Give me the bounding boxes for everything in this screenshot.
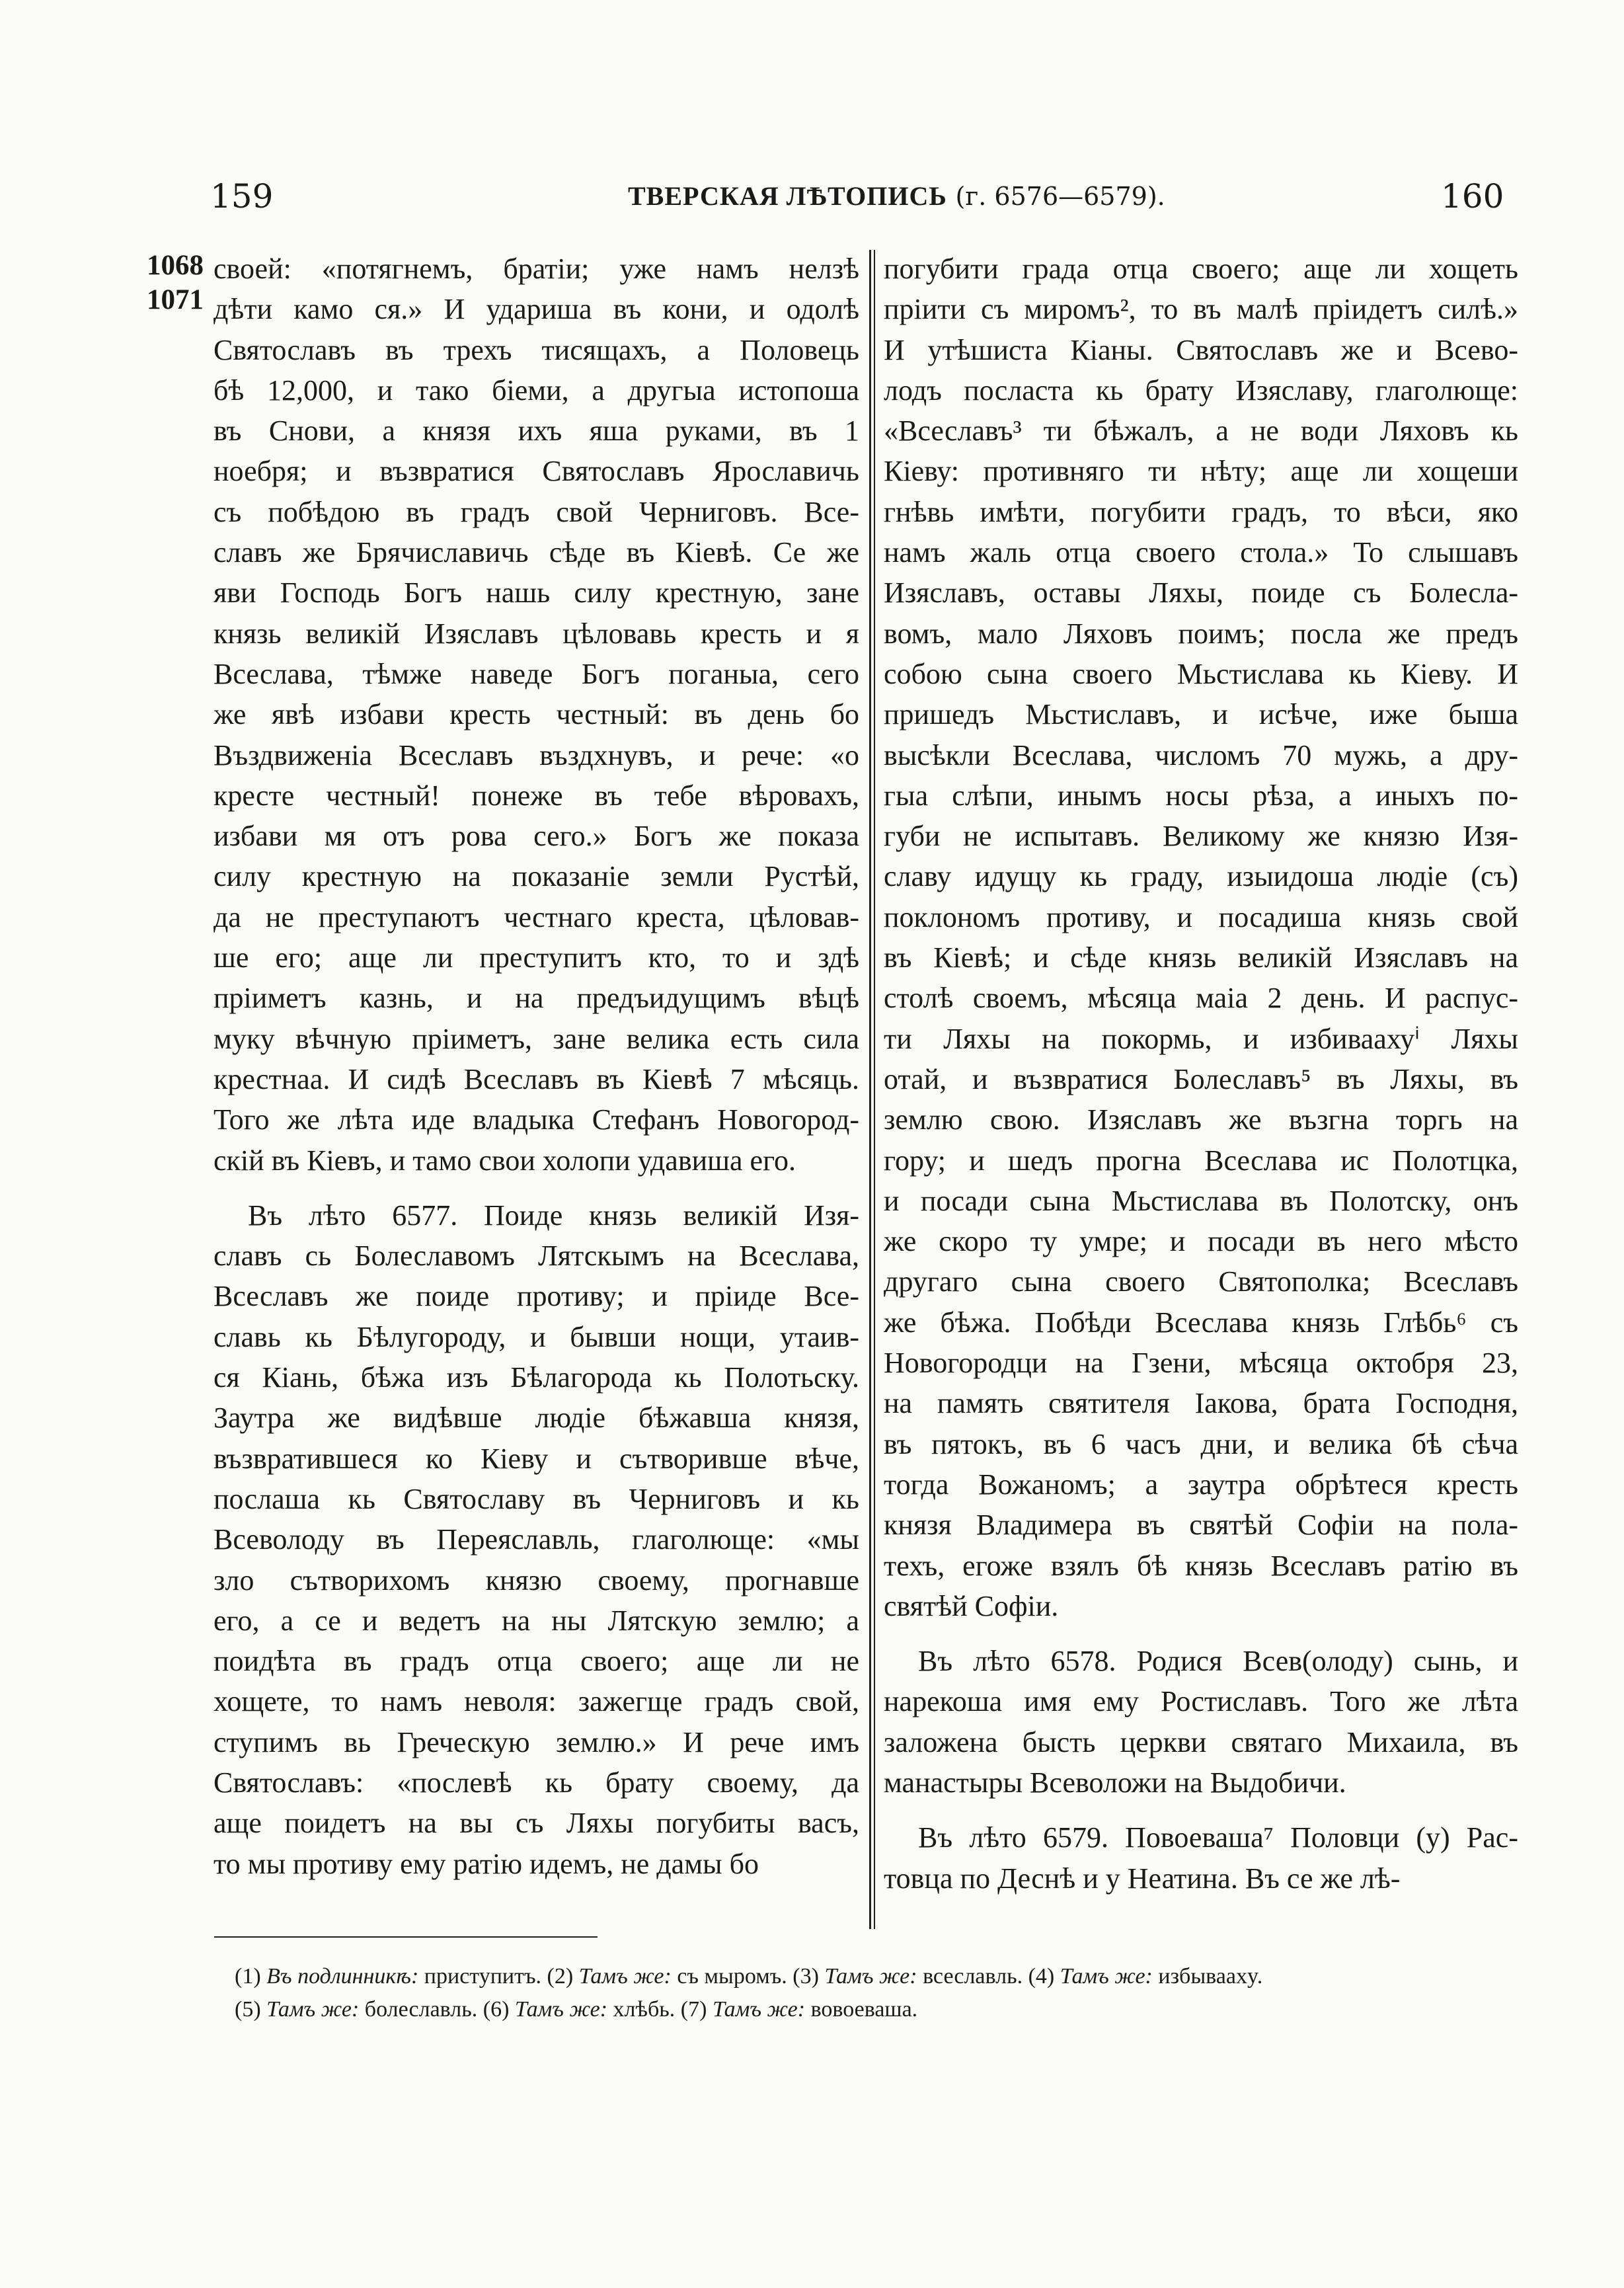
chronicle-title: ТВЕРСКАЯ ЛѢТОПИСЬ xyxy=(628,181,947,211)
paragraph-gap xyxy=(213,1181,859,1195)
footnotes xyxy=(235,1960,1524,2026)
text-line: вомъ, мало Ляховъ поимъ; посла же предъ xyxy=(884,617,1518,650)
text-line: съ побѣдою въ градъ свой Черниговъ. Все- xyxy=(213,495,859,528)
text-line: техъ, егоже взялъ бѣ князь Всеславъ ратію въ xyxy=(884,1549,1518,1582)
footnote-6: (6) Тамъ же: хлѣбь. xyxy=(483,1997,676,2022)
text-line: хощете, то намъ неволя: зажегще градъ свой, xyxy=(213,1685,859,1718)
column-divider xyxy=(869,250,871,1929)
text-line: послаша кь Святославу въ Черниговъ и кь xyxy=(213,1482,859,1515)
text-line: гыа слѣпи, инымъ носы рѣза, а иныхъ по- xyxy=(884,779,1518,812)
text-line: товца по Деснѣ и у Неатина. Въ се же лѣ- xyxy=(884,1862,1401,1895)
column-divider-inner xyxy=(874,250,875,1929)
text-line: Въ лѣто 6577. Поиде князь великій Изя- xyxy=(248,1199,859,1232)
text-line: Въ лѣто 6578. Родися Всев(олоду) сынь, и xyxy=(918,1645,1518,1678)
footnote-3: (3) Тамъ же: всеславль. xyxy=(793,1964,1023,1989)
text-line: землю свою. Изяславъ же възгна торгь на xyxy=(884,1103,1518,1136)
text-line: пріиметъ казнь, и на предъидущимъ вѣцѣ xyxy=(213,982,859,1015)
text-line: отай, и възвратися Болеславъ⁵ въ Ляхы, въ xyxy=(884,1062,1518,1095)
text-line: же бѣжа. Побѣди Всеслава князь Глѣбь⁶ съ xyxy=(884,1306,1518,1339)
text-line: ше его; аще ли преступитъ кто, то и здѣ xyxy=(213,941,859,974)
footnote-line-2 xyxy=(235,1993,1524,2026)
paragraph-gap xyxy=(884,1626,1518,1641)
text-line: пришедъ Мьстиславъ, и исѣче, иже быша xyxy=(884,698,1518,731)
text-line: въ Кіевѣ; и сѣде князь великій Изяславъ на xyxy=(884,941,1518,974)
margin-year-start: 1068 xyxy=(147,250,204,281)
text-line: Святославъ: «послевѣ кь брату своему, да xyxy=(213,1766,859,1799)
text-line: высѣкли Всеслава, числомъ 70 мужь, а дру- xyxy=(884,738,1518,771)
text-line: Въ лѣто 6579. Повоеваша⁷ Половци (у) Рас- xyxy=(918,1821,1518,1854)
paragraph-gap xyxy=(884,1803,1518,1817)
text-line: Всеволоду въ Переяславль, глаголюще: «мы xyxy=(213,1523,859,1556)
text-line: Святославъ въ трехъ тисящахъ, а Половець xyxy=(213,333,859,366)
text-line: князь великій Изяславъ цѣловавь кресть и я xyxy=(213,617,859,650)
text-line: же явѣ избави кресть честный: въ день бо xyxy=(213,698,859,731)
text-line: погубити града отца своего; аще ли хощеть xyxy=(884,253,1518,285)
footnote-7: (7) Тамъ же: вовоеваша. xyxy=(680,1997,918,2022)
running-title xyxy=(628,173,1165,219)
text-line: нарекоша имя ему Ростиславъ. Того же лѣта xyxy=(884,1685,1518,1718)
left-text-column xyxy=(213,249,859,1884)
text-line: зло сътворихомъ князю своему, прогнавше xyxy=(213,1563,859,1597)
footnote-rule xyxy=(214,1936,598,1938)
text-line: славъ сь Болеславомъ Лятскымъ на Всеслава, xyxy=(213,1240,859,1273)
text-line: ноебря; и възвратися Святославъ Ярославичь xyxy=(213,455,859,488)
text-line: славь кь Бѣлугороду, и бывши нощи, утаив- xyxy=(213,1320,859,1353)
text-line: ся Кіань, бѣжа изъ Бѣлагорода кь Полотьску. xyxy=(213,1361,859,1394)
left-page-number: 159 xyxy=(210,177,274,216)
text-line: пріити съ миромъ², то въ малѣ пріидетъ силѣ.» xyxy=(884,293,1518,326)
text-line: кресте честный! понеже въ тебе вѣровахъ, xyxy=(213,779,859,812)
text-line: въ Снови, а князя ихъ яша руками, въ 1 xyxy=(213,414,859,448)
footnote-5: (5) Тамъ же: болеславль. xyxy=(235,1997,478,2022)
text-line: ступимъ вь Греческую землю.» И рече имъ xyxy=(213,1725,859,1758)
text-line: силу крестную на показаніе земли Рустѣй, xyxy=(213,860,859,893)
text-line: «Всеславъ³ ти бѣжалъ, а не води Ляховъ кь xyxy=(884,414,1518,448)
text-line: его, а се и ведетъ на ны Лятскую землю; а xyxy=(213,1604,859,1637)
text-line: гнѣвь имѣти, погубити градъ, то вѣси, яко xyxy=(884,495,1518,528)
text-line: славу идущу кь граду, изыидоша людіе (съ) xyxy=(884,860,1518,893)
text-line: муку вѣчную пріиметъ, зане велика есть сила xyxy=(213,1022,859,1055)
footnote-1: (1) Въ подлинникѣ: приступитъ. xyxy=(235,1964,542,1989)
text-line: И утѣшиста Кіаны. Святославъ же и Всево- xyxy=(884,333,1518,366)
text-line: манастыры Всеволожи на Выдобичи. xyxy=(884,1766,1346,1799)
text-line: святѣй Софіи. xyxy=(884,1589,1059,1622)
text-line: Того же лѣта иде владыка Стефанъ Новогород- xyxy=(213,1103,859,1136)
text-line: и посади сына Мьстислава въ Полотску, онъ xyxy=(884,1184,1518,1217)
text-line: столѣ своемъ, мѣсяца маіа 2 день. И распус- xyxy=(884,982,1518,1015)
text-line: Заутра же видѣвше людіе бѣжавша князя, xyxy=(213,1401,859,1435)
text-line: да не преступаютъ честнаго креста, цѣловав- xyxy=(213,900,859,933)
running-header xyxy=(0,173,1624,219)
text-line: то мы противу ему ратію идемъ, не дамы бо xyxy=(213,1847,759,1880)
text-line: въ пятокъ, въ 6 часъ дни, и велика бѣ сѣча xyxy=(884,1427,1518,1460)
footnote-line-1 xyxy=(235,1960,1524,1993)
text-line: поклономъ противу, и посадиша князь свой xyxy=(884,900,1518,933)
text-line: Новогородци на Гзени, мѣсяца октобря 23, xyxy=(884,1347,1518,1380)
text-line: Въздвиженіа Всеславъ въздхнувъ, и рече: «о xyxy=(213,738,859,771)
right-page-number: 160 xyxy=(1441,177,1504,216)
footnote-4: (4) Тамъ же: избываахy. xyxy=(1028,1964,1263,1989)
text-line: Кіеву: противняго ти нѣту; аще ли хощеши xyxy=(884,455,1518,488)
text-line: на память святителя Іакова, брата Господня, xyxy=(884,1387,1518,1420)
text-line: скій въ Кіевъ, и тамо свои холопи удавиша его. xyxy=(213,1144,796,1177)
text-line: Изяславъ, оставы Ляхы, поиде съ Болесла- xyxy=(884,576,1518,610)
text-line: бѣ 12,000, и тако біеми, а другыа истопоша xyxy=(213,374,859,407)
text-line: аще поидетъ на вы съ Ляхы погубиты васъ, xyxy=(213,1807,859,1840)
text-line: своей: «потягнемъ, братіи; уже намъ нелзѣ xyxy=(213,253,859,285)
text-line: же скоро ту умре; и посади въ него мѣсто xyxy=(884,1225,1518,1258)
text-line: тогда Вожаномъ; а заутра обрѣтеся кресть xyxy=(884,1468,1518,1501)
margin-year-end: 1071 xyxy=(147,284,204,315)
text-line: лодъ посласта кь брату Изяславу, глаголюще: xyxy=(884,374,1518,407)
text-line: крестнаа. И сидѣ Всеславъ въ Кіевѣ 7 мѣсяць. xyxy=(213,1062,859,1095)
text-line: яви Господь Богъ нашь силу крестную, зане xyxy=(213,576,859,610)
right-text-column xyxy=(884,249,1518,1899)
text-line: избави мя отъ рова сего.» Богъ же показа xyxy=(213,820,859,853)
text-line: князя Владимера въ святѣй Софіи на пола- xyxy=(884,1509,1518,1542)
text-line: гору; и шедъ прогна Всеслава ис Полотцка, xyxy=(884,1144,1518,1177)
text-line: собою сына своего Мьстислава кь Кіеву. И xyxy=(884,657,1518,690)
margin-years xyxy=(147,249,204,317)
text-line: възвратившеся ко Кіеву и сътворивше вѣче, xyxy=(213,1442,859,1475)
text-line: губи не испытавъ. Великому же князю Изя- xyxy=(884,820,1518,853)
header-years: (г. 6576—6579). xyxy=(955,182,1165,211)
text-line: другаго сына своего Святополка; Всеславъ xyxy=(884,1265,1518,1298)
text-line: заложена бысть церкви святаго Михаила, въ xyxy=(884,1725,1518,1758)
text-line: поидѣта въ градъ отца своего; аще ли не xyxy=(213,1645,859,1678)
footnote-2: (2) Тамъ же: съ мыромъ. xyxy=(547,1964,787,1989)
text-line: дѣти камо ся.» И удариша въ кони, и одолѣ xyxy=(213,293,859,326)
text-line: Всеслава, тѣмже наведе Богъ поганыа, сего xyxy=(213,657,859,690)
text-line: славъ же Брячиславичь сѣде въ Кіевѣ. Се же xyxy=(213,536,859,569)
text-line: ти Ляхы на покормь, и избиваахуⁱ Ляхы xyxy=(884,1022,1518,1055)
text-line: Всеславъ же поиде противу; и пріиде Все- xyxy=(213,1280,859,1313)
text-line: намъ жаль отца своего стола.» То слышавъ xyxy=(884,536,1518,569)
